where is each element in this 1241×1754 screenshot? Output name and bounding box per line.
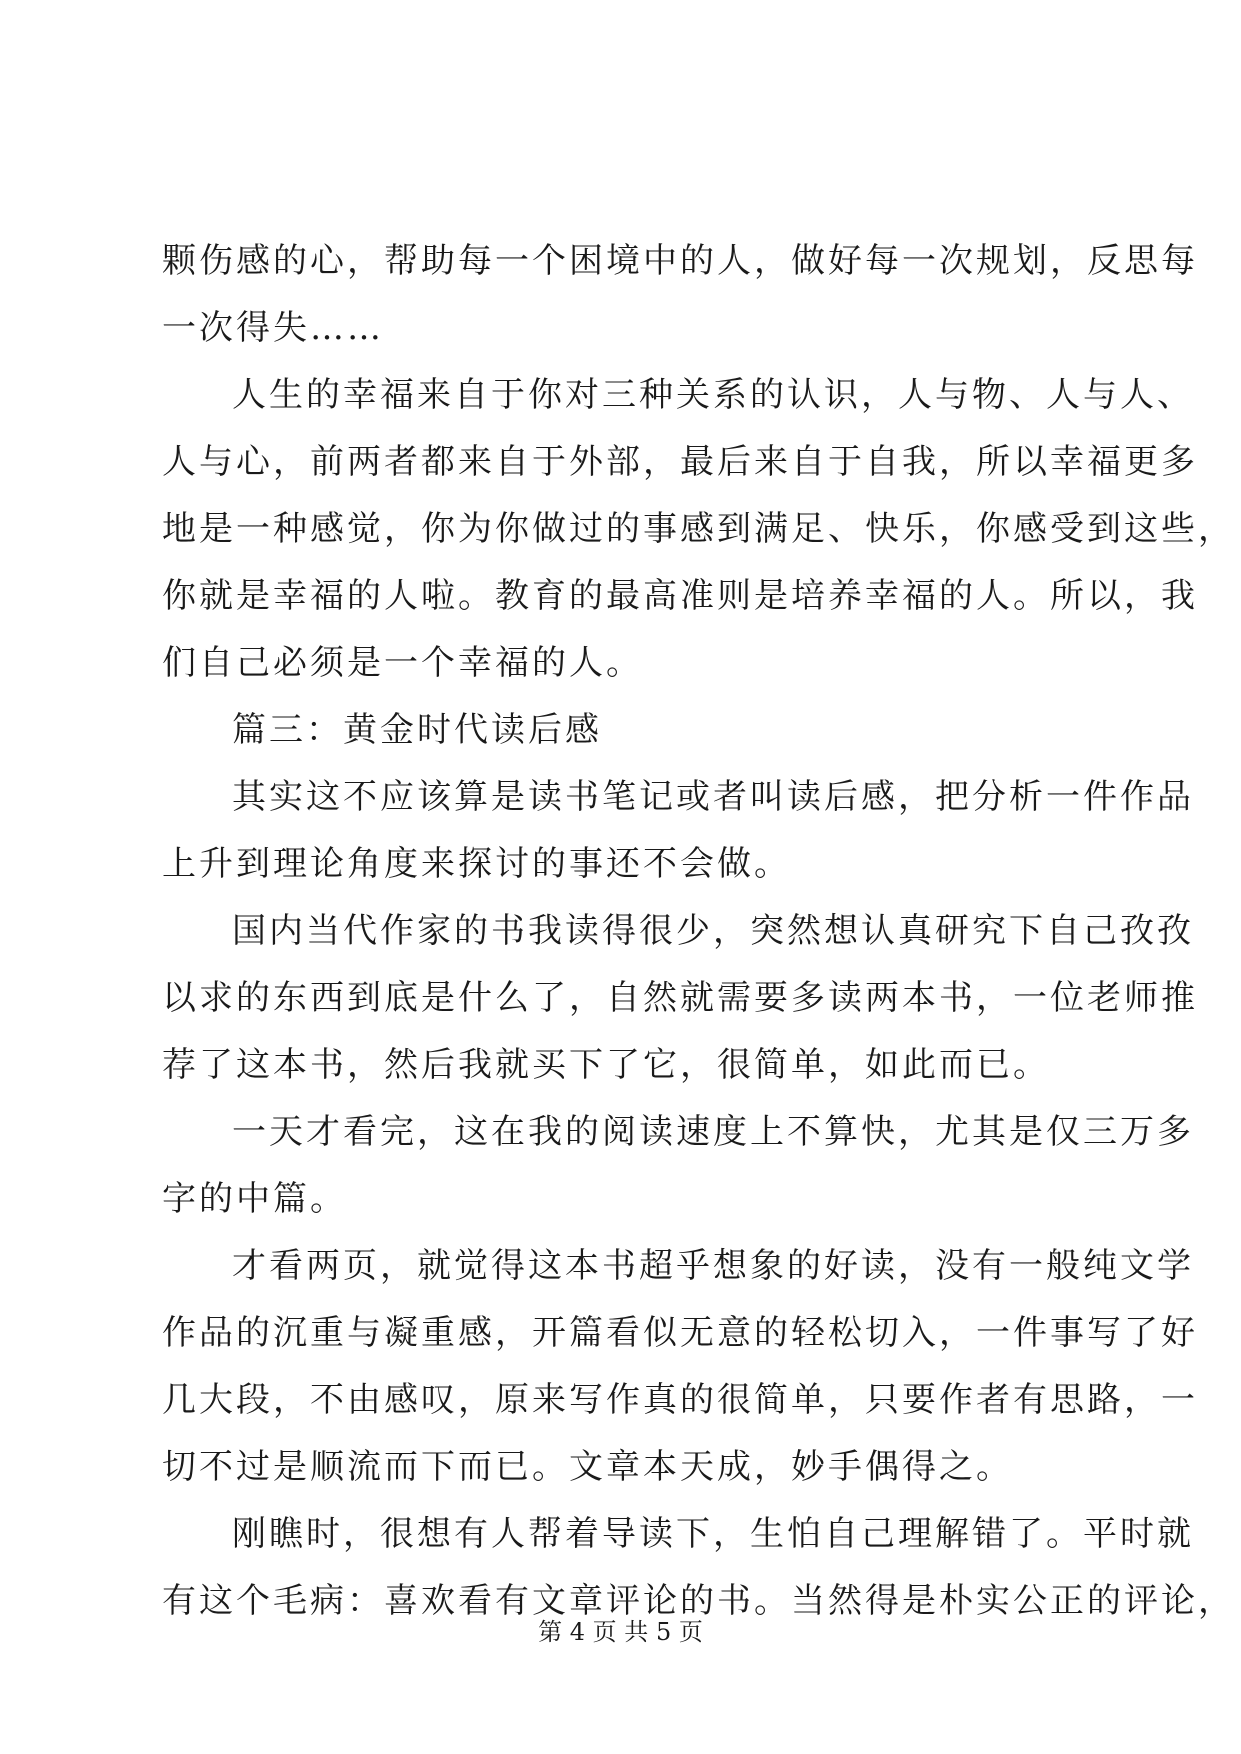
text-line: 字的中篇。: [162, 1179, 347, 1219]
paragraph-start-line: 其实这不应该算是读书笔记或者叫读后感，把分析一件作品: [232, 777, 1194, 817]
text-line: 荐了这本书，然后我就买下了它，很简单，如此而已。: [162, 1045, 1050, 1085]
text-line: 你就是幸福的人啦。教育的最高准则是培养幸福的人。所以，我: [162, 576, 1198, 616]
paragraph-start-line: 国内当代作家的书我读得很少，突然想认真研究下自己孜孜: [232, 911, 1194, 951]
paragraph-start-line: 刚瞧时，很想有人帮着导读下，生怕自己理解错了。平时就: [232, 1514, 1194, 1554]
text-line: 几大段，不由感叹，原来写作真的很简单，只要作者有思路，一: [162, 1380, 1198, 1420]
text-line: 颗伤感的心，帮助每一个困境中的人，做好每一次规划，反思每: [162, 241, 1198, 281]
text-line: 一次得失……: [162, 308, 384, 348]
text-line: 们自己必须是一个幸福的人。: [162, 643, 643, 683]
text-line: 切不过是顺流而下而已。文章本天成，妙手偶得之。: [162, 1447, 1013, 1487]
paragraph-start-line: 才看两页，就觉得这本书超乎想象的好读，没有一般纯文学: [232, 1246, 1194, 1286]
page-footer: [0, 1612, 1241, 1647]
text-line: 地是一种感觉，你为你做过的事感到满足、快乐，你感受到这些，: [162, 509, 1235, 549]
text-line: 以求的东西到底是什么了，自然就需要多读两本书，一位老师推: [162, 978, 1198, 1018]
text-line: 有这个毛病：喜欢看有文章评论的书。当然得是朴实公正的评论，: [162, 1581, 1235, 1621]
text-line: 人与心，前两者都来自于外部，最后来自于自我，所以幸福更多: [162, 442, 1198, 482]
page-number: 第 4 页 共 5 页: [538, 1618, 703, 1646]
text-line: 作品的沉重与凝重感，开篇看似无意的轻松切入，一件事写了好: [162, 1313, 1198, 1353]
section-heading: 篇三：黄金时代读后感: [232, 710, 602, 750]
paragraph-start-line: 人生的幸福来自于你对三种关系的认识，人与物、人与人、: [232, 375, 1194, 415]
text-line: 上升到理论角度来探讨的事还不会做。: [162, 844, 791, 884]
body-text: [162, 228, 1235, 1635]
paragraph-start-line: 一天才看完，这在我的阅读速度上不算快，尤其是仅三万多: [232, 1112, 1194, 1152]
